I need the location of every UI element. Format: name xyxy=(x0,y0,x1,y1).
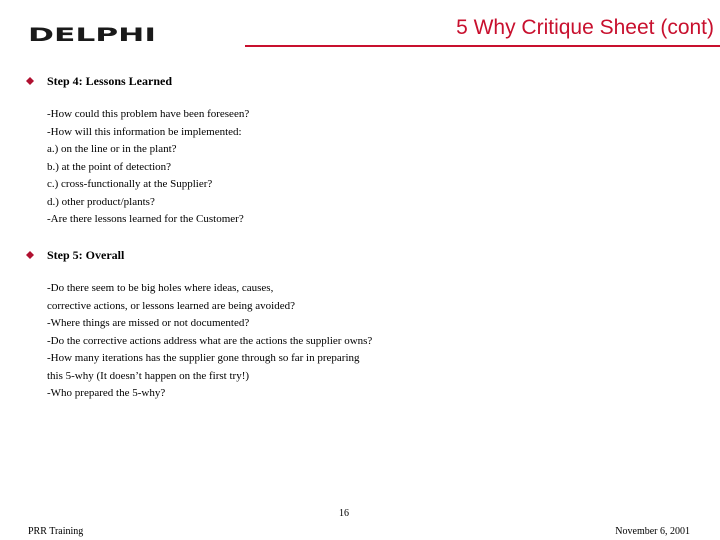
step-5-line: -Do there seem to be big holes where ideas, causes, xyxy=(47,282,274,294)
step-4-line: -How will this information be implemented: xyxy=(47,125,242,138)
step-5-line: -How many iterations has the supplier gone through so far in preparing xyxy=(47,352,360,364)
step-5-line: this 5-why (It doesn’t happen on the first try!) xyxy=(47,369,250,382)
footer-course-name: PRR Training xyxy=(28,526,84,537)
step-5-line: -Do the corrective actions address what are the actions the supplier owns? xyxy=(47,334,373,347)
diamond-bullet-icon xyxy=(26,251,34,259)
logo-text: DELPHI xyxy=(28,24,156,44)
step-4-body xyxy=(47,106,249,229)
footer-date: November 6, 2001 xyxy=(615,526,690,537)
step-4-heading: Step 4: Lessons Learned xyxy=(47,74,173,88)
step-5-heading: Step 5: Overall xyxy=(47,248,125,262)
page-number: 16 xyxy=(339,508,349,519)
diamond-bullet-icon xyxy=(26,77,34,85)
step-4-line: -How could this problem have been foreseen? xyxy=(47,108,250,120)
slide-title: 5 Why Critique Sheet (cont) xyxy=(456,16,714,39)
step-5-line: -Who prepared the 5-why? xyxy=(47,387,166,399)
step-5-line: -Where things are missed or not documented? xyxy=(47,317,250,329)
step-4-line: d.) other product/plants? xyxy=(47,195,155,208)
step-4-line: c.) cross-functionally at the Supplier? xyxy=(47,178,213,190)
step-5-body xyxy=(47,280,372,403)
delphi-logo xyxy=(28,24,160,44)
step-4-line: b.) at the point of detection? xyxy=(47,160,172,173)
title-divider xyxy=(245,45,720,47)
step-4-line: a.) on the line or in the plant? xyxy=(47,143,177,155)
step-4-line: -Are there lessons learned for the Customer? xyxy=(47,213,244,225)
step-5-line: corrective actions, or lessons learned are being avoided? xyxy=(47,299,296,312)
